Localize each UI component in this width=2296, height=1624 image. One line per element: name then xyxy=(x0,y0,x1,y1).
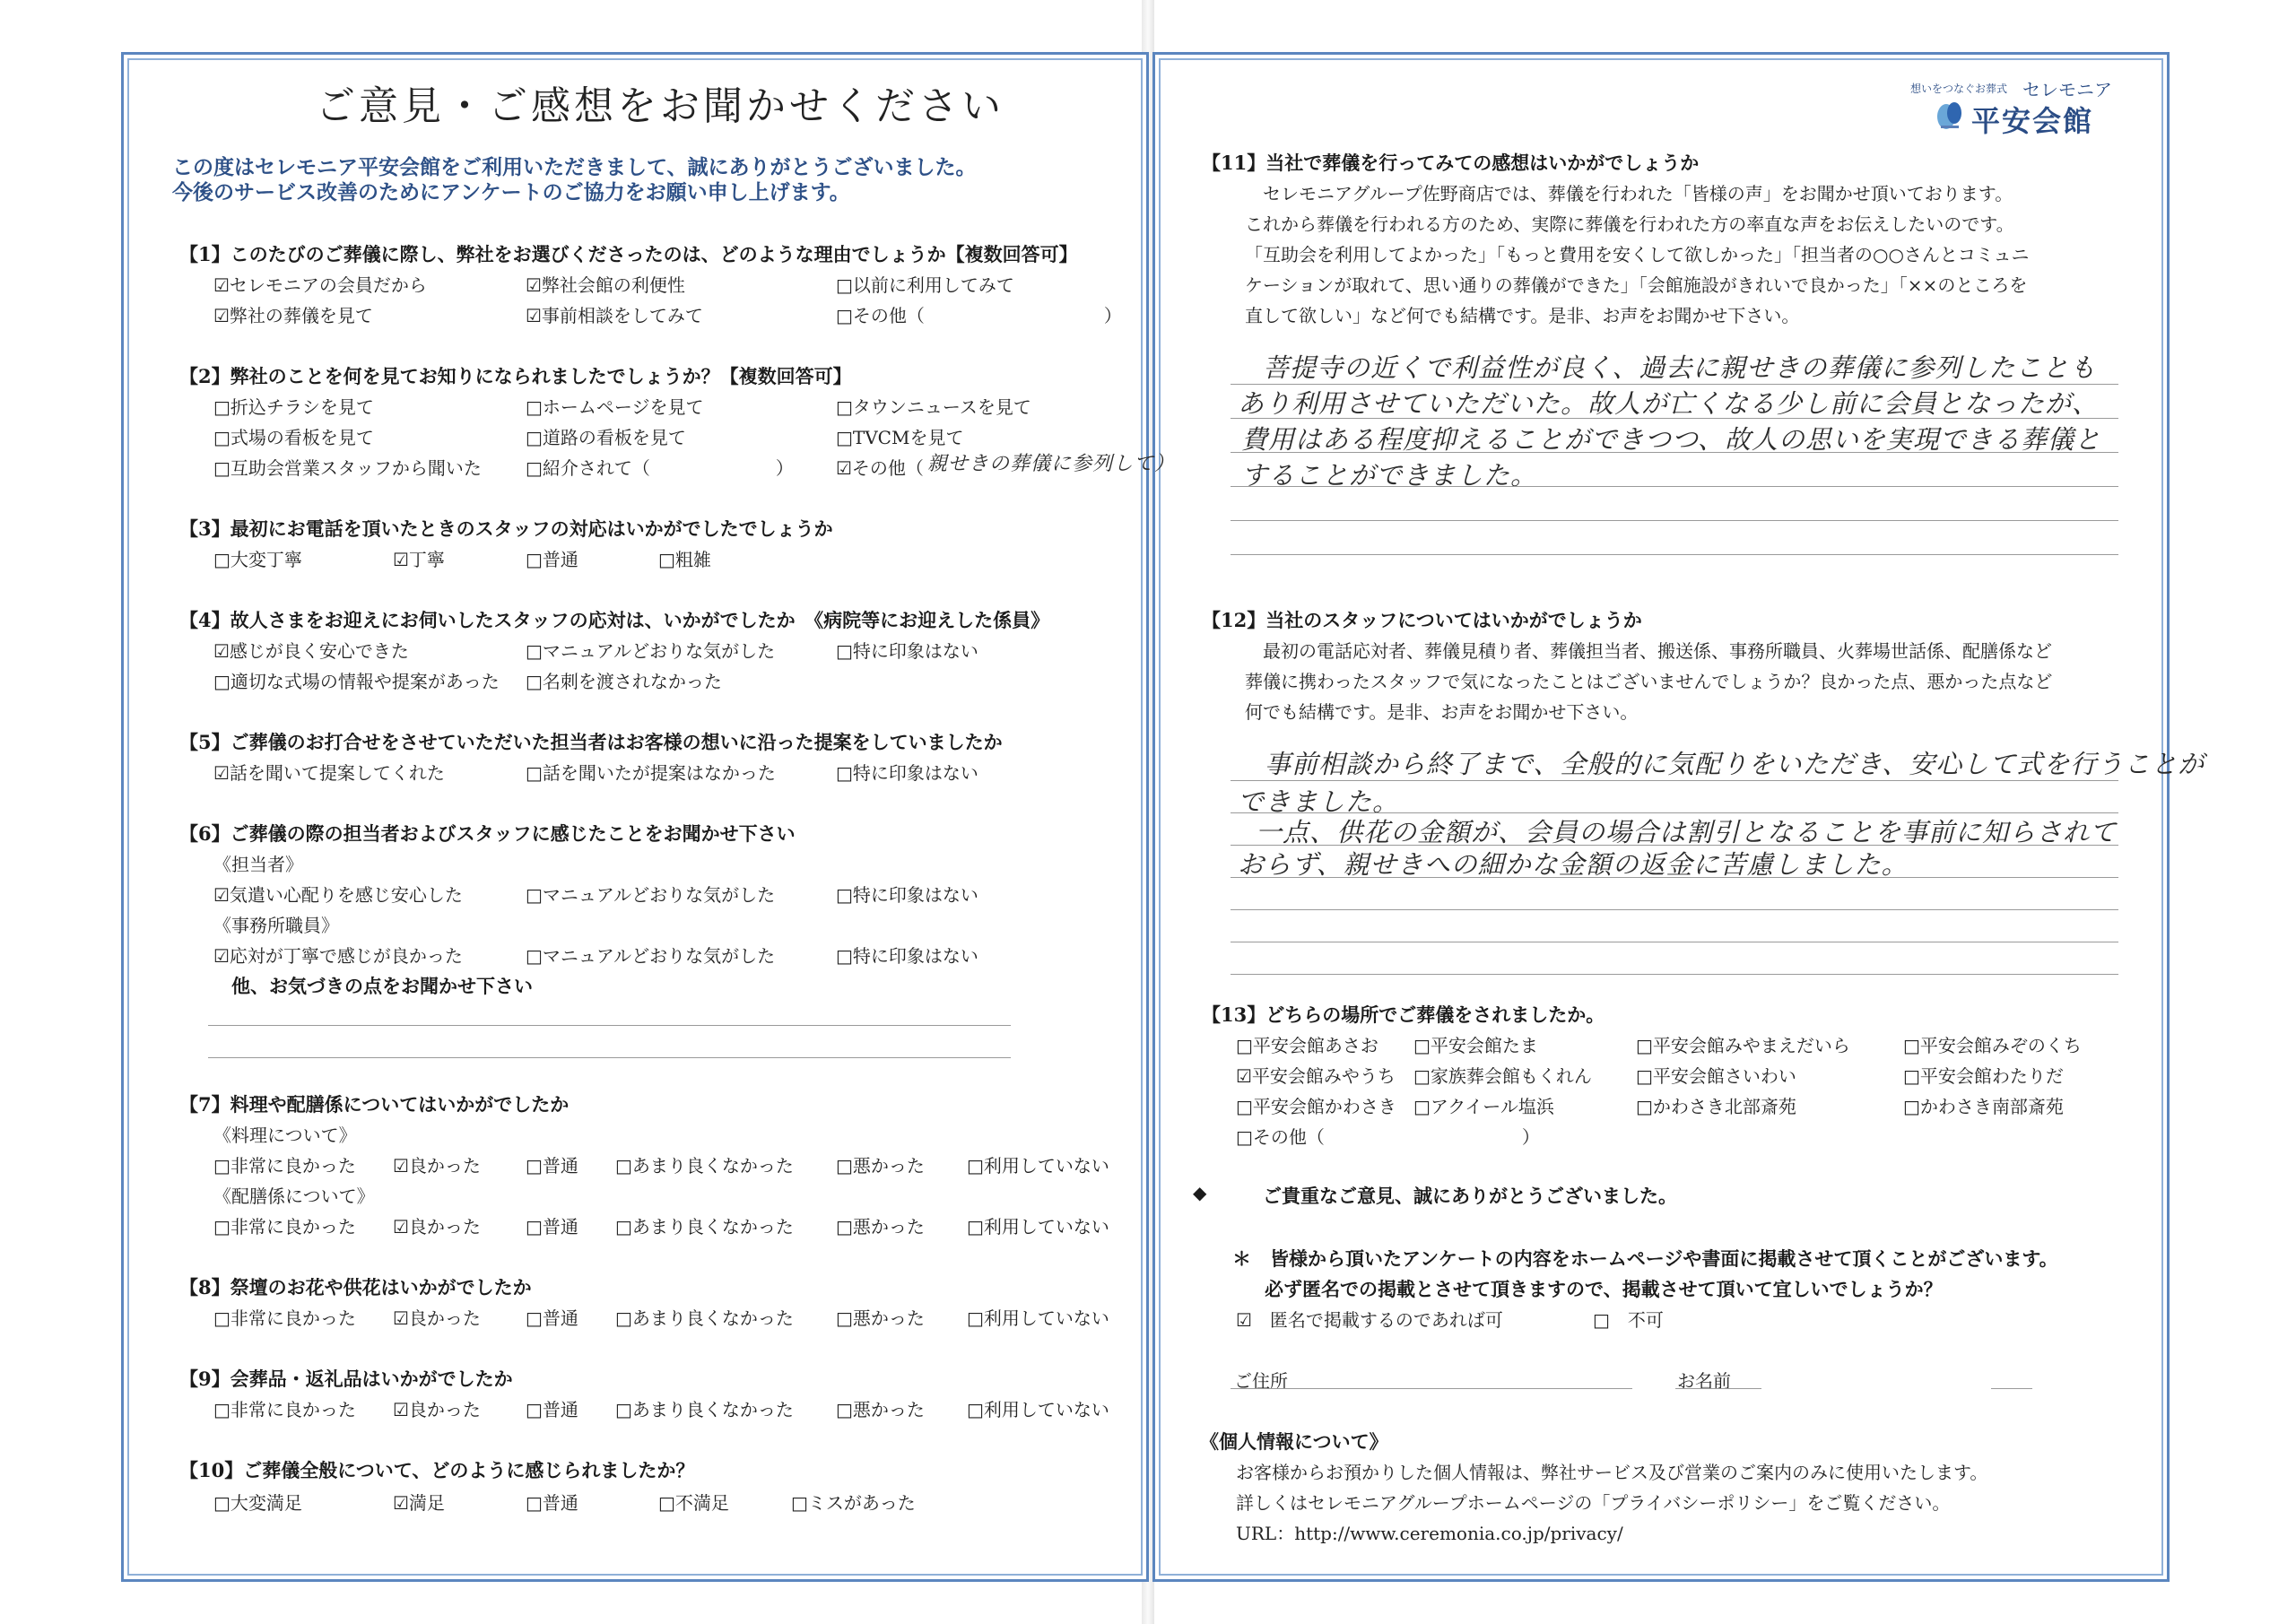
q9-option[interactable]: □利用していない xyxy=(967,1399,1109,1420)
q7-option[interactable]: □普通 xyxy=(526,1216,578,1238)
q2-option[interactable]: □互助会営業スタッフから聞いた xyxy=(213,457,482,479)
q3-option[interactable]: □大変丁寧 xyxy=(213,549,302,570)
q1-option[interactable]: ☑セレモニアの会員だから xyxy=(213,274,427,296)
q9-option[interactable]: □非常に良かった xyxy=(213,1399,356,1420)
q8-heading: 【8】祭壇のお花や供花はいかがでしたか xyxy=(179,1276,532,1298)
thanks-message: ご貴重なご意見、誠にありがとうございました。 xyxy=(1263,1185,1677,1207)
address-label: ご住所 xyxy=(1234,1370,1288,1392)
q13-option[interactable]: □平安会館みぞのくち xyxy=(1903,1035,2082,1056)
q6-sub-staff: 《担当者》 xyxy=(213,854,303,875)
q2-option[interactable]: □式場の看板を見て xyxy=(213,427,374,448)
q12-answer-line[interactable] xyxy=(1231,909,2118,910)
q7-option[interactable]: □あまり良くなかった xyxy=(615,1216,794,1238)
q9-option[interactable]: □あまり良くなかった xyxy=(615,1399,794,1420)
q1-option[interactable]: □以前に利用してみて xyxy=(836,274,1014,296)
q9-option[interactable]: □普通 xyxy=(526,1399,578,1420)
q6-option[interactable]: □マニュアルどおりな気がした xyxy=(526,884,776,906)
q6-answer-line[interactable] xyxy=(208,1057,1011,1058)
q11-answer-line[interactable] xyxy=(1231,520,2118,521)
name-field[interactable] xyxy=(1675,1388,1761,1389)
q4-option[interactable]: □特に印象はない xyxy=(836,640,978,662)
q3-heading: 【3】最初にお電話を頂いたときのスタッフの対応はいかがでしたでしょうか xyxy=(179,517,833,540)
q8-option[interactable]: □あまり良くなかった xyxy=(615,1307,794,1329)
diamond-icon: ◆ xyxy=(1193,1182,1207,1203)
q13-option[interactable]: □平安会館みやまえだいら xyxy=(1636,1035,1850,1056)
q11-heading: 【11】当社で葬儀を行ってみての感想はいかがでしょうか xyxy=(1202,152,1700,174)
q7-option[interactable]: □利用していない xyxy=(967,1155,1109,1177)
privacy-url-link[interactable]: URL：http://www.ceremonia.co.jp/privacy/ xyxy=(1236,1523,1623,1544)
q5-option[interactable]: □話を聞いたが提案はなかった xyxy=(526,762,776,784)
intro-line-1: この度はセレモニア平安会館をご利用いただきまして、誠にありがとうございました。 xyxy=(172,155,977,179)
q6-option[interactable]: □マニュアルどおりな気がした xyxy=(526,945,776,967)
q6-option[interactable]: □特に印象はない xyxy=(836,945,978,967)
q7-option[interactable]: □あまり良くなかった xyxy=(615,1155,794,1177)
q8-option[interactable]: □利用していない xyxy=(967,1307,1109,1329)
publish-anonymous-checkbox[interactable]: ☑ 匿名で掲載するのであれば可 xyxy=(1236,1309,1503,1331)
q13-option[interactable]: □平安会館たま xyxy=(1413,1035,1538,1056)
q7-sub-food: 《料理について》 xyxy=(213,1125,357,1146)
q11-handwritten-line: 費用はある程度抑えることができつつ、故人の思いを実現できる葬儀と xyxy=(1241,424,2101,455)
q12-body-line: 葬儀に携わったスタッフで気になったことはございませんでしょうか？良かった点、悪かった点など xyxy=(1245,671,2053,692)
q10-option[interactable]: ☑満足 xyxy=(393,1492,445,1514)
q7-option[interactable]: ☑良かった xyxy=(393,1155,481,1177)
q2-option[interactable]: ☑その他（ xyxy=(836,457,924,479)
q1-option[interactable]: ☑事前相談をしてみて xyxy=(526,305,703,326)
q2-heading: 【2】弊社のことを何を見てお知りになられましたでしょうか？【複数回答可】 xyxy=(179,365,852,387)
q12-answer-line[interactable] xyxy=(1231,974,2118,975)
q13-option[interactable]: □かわさき北部斎苑 xyxy=(1636,1096,1796,1117)
q11-answer-line[interactable] xyxy=(1231,418,2118,419)
brand-company: セレモニア xyxy=(2022,79,2112,100)
q7-option[interactable]: □悪かった xyxy=(836,1216,925,1238)
q13-option[interactable]: □平安会館さいわい xyxy=(1636,1065,1796,1087)
q3-option[interactable]: ☑丁寧 xyxy=(393,549,445,570)
q7-option[interactable]: □悪かった xyxy=(836,1155,925,1177)
q11-answer-line[interactable] xyxy=(1231,486,2118,487)
q10-option[interactable]: □ミスがあった xyxy=(791,1492,916,1514)
q13-option[interactable]: ☑平安会館みやうち xyxy=(1236,1065,1396,1087)
q5-heading: 【5】ご葬儀のお打合せをさせていただいた担当者はお客様の想いに沿った提案をしていましたか xyxy=(179,731,1003,753)
q12-answer-line[interactable] xyxy=(1231,877,2118,878)
q2-option[interactable]: □折込チラシを見て xyxy=(213,396,374,418)
q7-sub-serving: 《配膳係について》 xyxy=(213,1185,375,1207)
q7-option[interactable]: ☑良かった xyxy=(393,1216,481,1238)
q13-option[interactable]: □かわさき南部斎苑 xyxy=(1903,1096,2064,1117)
q6-option[interactable]: ☑気遣い心配りを感じ安心した xyxy=(213,884,463,906)
q1-option[interactable]: □その他（ ） xyxy=(836,305,1122,326)
q1-heading: 【1】このたびのご葬儀に際し、弊社をお選びくださったのは、どのような理由でしょうか【複数回答可】 xyxy=(179,243,1078,265)
q11-handwritten-line: 菩提寺の近くで利益性が良く、過去に親せきの葬儀に参列したことも xyxy=(1263,352,2097,383)
q3-option[interactable]: □普通 xyxy=(526,549,578,570)
privacy-line: 詳しくはセレモニアグループホームページの「プライバシーポリシー」をご覧ください。 xyxy=(1236,1492,1951,1514)
q13-option[interactable]: □家族葬会館もくれん xyxy=(1413,1065,1592,1087)
q10-heading: 【10】ご葬儀全般について、どのように感じられましたか？ xyxy=(179,1459,695,1481)
q11-body-line: 直して欲しい」など何でも結構です。是非、お声をお聞かせ下さい。 xyxy=(1245,305,1800,326)
q5-option[interactable]: ☑話を聞いて提案してくれた xyxy=(213,762,445,784)
q12-handwritten-line: 事前相談から終了まで、全般的に気配りをいただき、安心して式を行うことが xyxy=(1265,749,2205,779)
brand-name: 平安会館 xyxy=(1971,104,2094,138)
q11-body-line: これから葬儀を行われる方のため、実際に葬儀を行われた方の率直な声をお伝えしたいのです。 xyxy=(1245,213,2014,235)
q13-option[interactable]: □平安会館わたりだ xyxy=(1903,1065,2064,1087)
q8-option[interactable]: ☑良かった xyxy=(393,1307,481,1329)
privacy-heading: 《個人情報について》 xyxy=(1200,1430,1388,1453)
q8-option[interactable]: □非常に良かった xyxy=(213,1307,356,1329)
q11-answer-line[interactable] xyxy=(1231,384,2118,385)
q12-handwritten-line: できました。 xyxy=(1238,786,1400,817)
q6-heading: 【6】ご葬儀の際の担当者およびスタッフに感じたことをお聞かせ下さい xyxy=(179,822,796,845)
q11-handwritten-line: あり利用させていただいた。故人が亡くなる少し前に会員となったが、 xyxy=(1238,388,2100,419)
q6-answer-line[interactable] xyxy=(208,1025,1011,1026)
q11-handwritten-line: することができました。 xyxy=(1241,460,1538,491)
q1-option[interactable]: ☑弊社会館の利便性 xyxy=(526,274,685,296)
q7-heading: 【7】料理や配膳係についてはいかがでしたか xyxy=(179,1093,570,1116)
q9-option[interactable]: ☑良かった xyxy=(393,1399,481,1420)
q6-other-prompt: 他、お気づきの点をお聞かせ下さい xyxy=(231,975,533,997)
q6-sub-office: 《事務所職員》 xyxy=(213,915,339,936)
q13-option[interactable]: □平安会館かわさき xyxy=(1236,1096,1396,1117)
q12-body-line: 何でも結構です。是非、お声をお聞かせ下さい。 xyxy=(1245,701,1639,723)
q13-option[interactable]: □その他（ ） xyxy=(1236,1126,1540,1148)
name-field-end[interactable] xyxy=(1991,1388,2032,1389)
q10-option[interactable]: □不満足 xyxy=(658,1492,729,1514)
q13-heading: 【13】どちらの場所でご葬儀をされましたか。 xyxy=(1202,1003,1605,1026)
q2-option[interactable]: □道路の看板を見て xyxy=(526,427,686,448)
q7-option[interactable]: □非常に良かった xyxy=(213,1216,356,1238)
q12-handwritten-line: おらず、親せきへの細かな金額の返金に苦慮しました。 xyxy=(1238,849,1909,880)
brand-tagline: 想いをつなぐお葬式 xyxy=(1910,83,2008,95)
q12-heading: 【12】当社のスタッフについてはいかがでしょうか xyxy=(1202,609,1642,631)
q2-option[interactable]: □ホームページを見て xyxy=(526,396,704,418)
page-title: ご意見・ご感想をお聞かせください xyxy=(316,83,1004,129)
q8-option[interactable]: □悪かった xyxy=(836,1307,925,1329)
q8-option[interactable]: □普通 xyxy=(526,1307,578,1329)
q4-option[interactable]: □適切な式場の情報や提案があった xyxy=(213,671,500,692)
q4-option[interactable]: □マニュアルどおりな気がした xyxy=(526,640,776,662)
q4-option[interactable]: ☑感じが良く安心できた xyxy=(213,640,409,662)
q11-body-line: セレモニアグループ佐野商店では、葬儀を行われた「皆様の声」をお聞かせ頂いております。 xyxy=(1263,183,2013,204)
brand-logo-icon xyxy=(1935,99,1964,131)
name-label: お名前 xyxy=(1677,1370,1731,1392)
q7-option[interactable]: □普通 xyxy=(526,1155,578,1177)
q11-answer-line[interactable] xyxy=(1231,452,2118,453)
q12-answer-line[interactable] xyxy=(1231,812,2118,813)
q12-answer-line[interactable] xyxy=(1231,780,2118,781)
q13-option[interactable]: □アクイール塩浜 xyxy=(1413,1096,1554,1117)
q11-body-line: 「互助会を利用してよかった」「もっと費用を安くして欲しかった」「担当者の○○さんとコミュニ xyxy=(1245,244,2030,265)
q2-option[interactable]: □紹介されて（ ） xyxy=(526,457,794,479)
q1-option[interactable]: ☑弊社の葬儀を見て xyxy=(213,305,373,326)
publish-question: 必ず匿名での掲載とさせて頂きますので、掲載させて頂いて宜しいでしょうか？ xyxy=(1265,1278,1943,1300)
publish-refuse-checkbox[interactable]: □ 不可 xyxy=(1593,1309,1664,1331)
q2-option[interactable]: □TVCMを見て xyxy=(836,427,964,448)
address-field[interactable] xyxy=(1231,1388,1632,1389)
q11-body-line: ケーションが取れて、思い通りの葬儀ができた」「会館施設がきれいで良かった」「××のところを xyxy=(1245,274,2028,296)
q2-option[interactable]: □タウンニュースを見て xyxy=(836,396,1031,418)
q5-option[interactable]: □特に印象はない xyxy=(836,762,978,784)
privacy-line: お客様からお預かりした個人情報は、弊社サービス及び営業のご案内のみに使用いたします。 xyxy=(1236,1462,1988,1483)
q12-handwritten-line: 一点、供花の金額が、会員の場合は割引となることを事前に知らされて xyxy=(1256,817,2118,847)
q9-heading: 【9】会葬品・返礼品はいかがでしたか xyxy=(179,1368,513,1390)
q13-option[interactable]: □平安会館あさお xyxy=(1236,1035,1378,1056)
q6-option[interactable]: ☑応対が丁寧で感じが良かった xyxy=(213,945,463,967)
q10-option[interactable]: □大変満足 xyxy=(213,1492,302,1514)
q9-option[interactable]: □悪かった xyxy=(836,1399,925,1420)
q11-answer-line[interactable] xyxy=(1231,554,2118,555)
q6-option[interactable]: □特に印象はない xyxy=(836,884,978,906)
q2-handwritten-other: 親せきの葬儀に参列して） xyxy=(927,453,1176,475)
q4-option[interactable]: □名刺を渡されなかった xyxy=(526,671,722,692)
publish-notice: ＊ 皆様から頂いたアンケートの内容をホームページや書面に掲載させて頂くことがございます。 xyxy=(1232,1247,2058,1270)
intro-line-2: 今後のサービス改善のためにアンケートのご協力をお願い申し上げます。 xyxy=(172,180,850,204)
q7-option[interactable]: □利用していない xyxy=(967,1216,1109,1238)
q4-heading: 【4】故人さまをお迎えにお伺いしたスタッフの応対は、いかがでしたか 《病院等にお迎えした係員》 xyxy=(179,609,1050,631)
q7-option[interactable]: □非常に良かった xyxy=(213,1155,356,1177)
q12-answer-line[interactable] xyxy=(1231,845,2118,846)
q10-option[interactable]: □普通 xyxy=(526,1492,578,1514)
q12-body-line: 最初の電話応対者、葬儀見積り者、葬儀担当者、搬送係、事務所職員、火葬場世話係、配膳係など xyxy=(1263,640,2052,662)
q3-option[interactable]: □粗雑 xyxy=(658,549,711,570)
